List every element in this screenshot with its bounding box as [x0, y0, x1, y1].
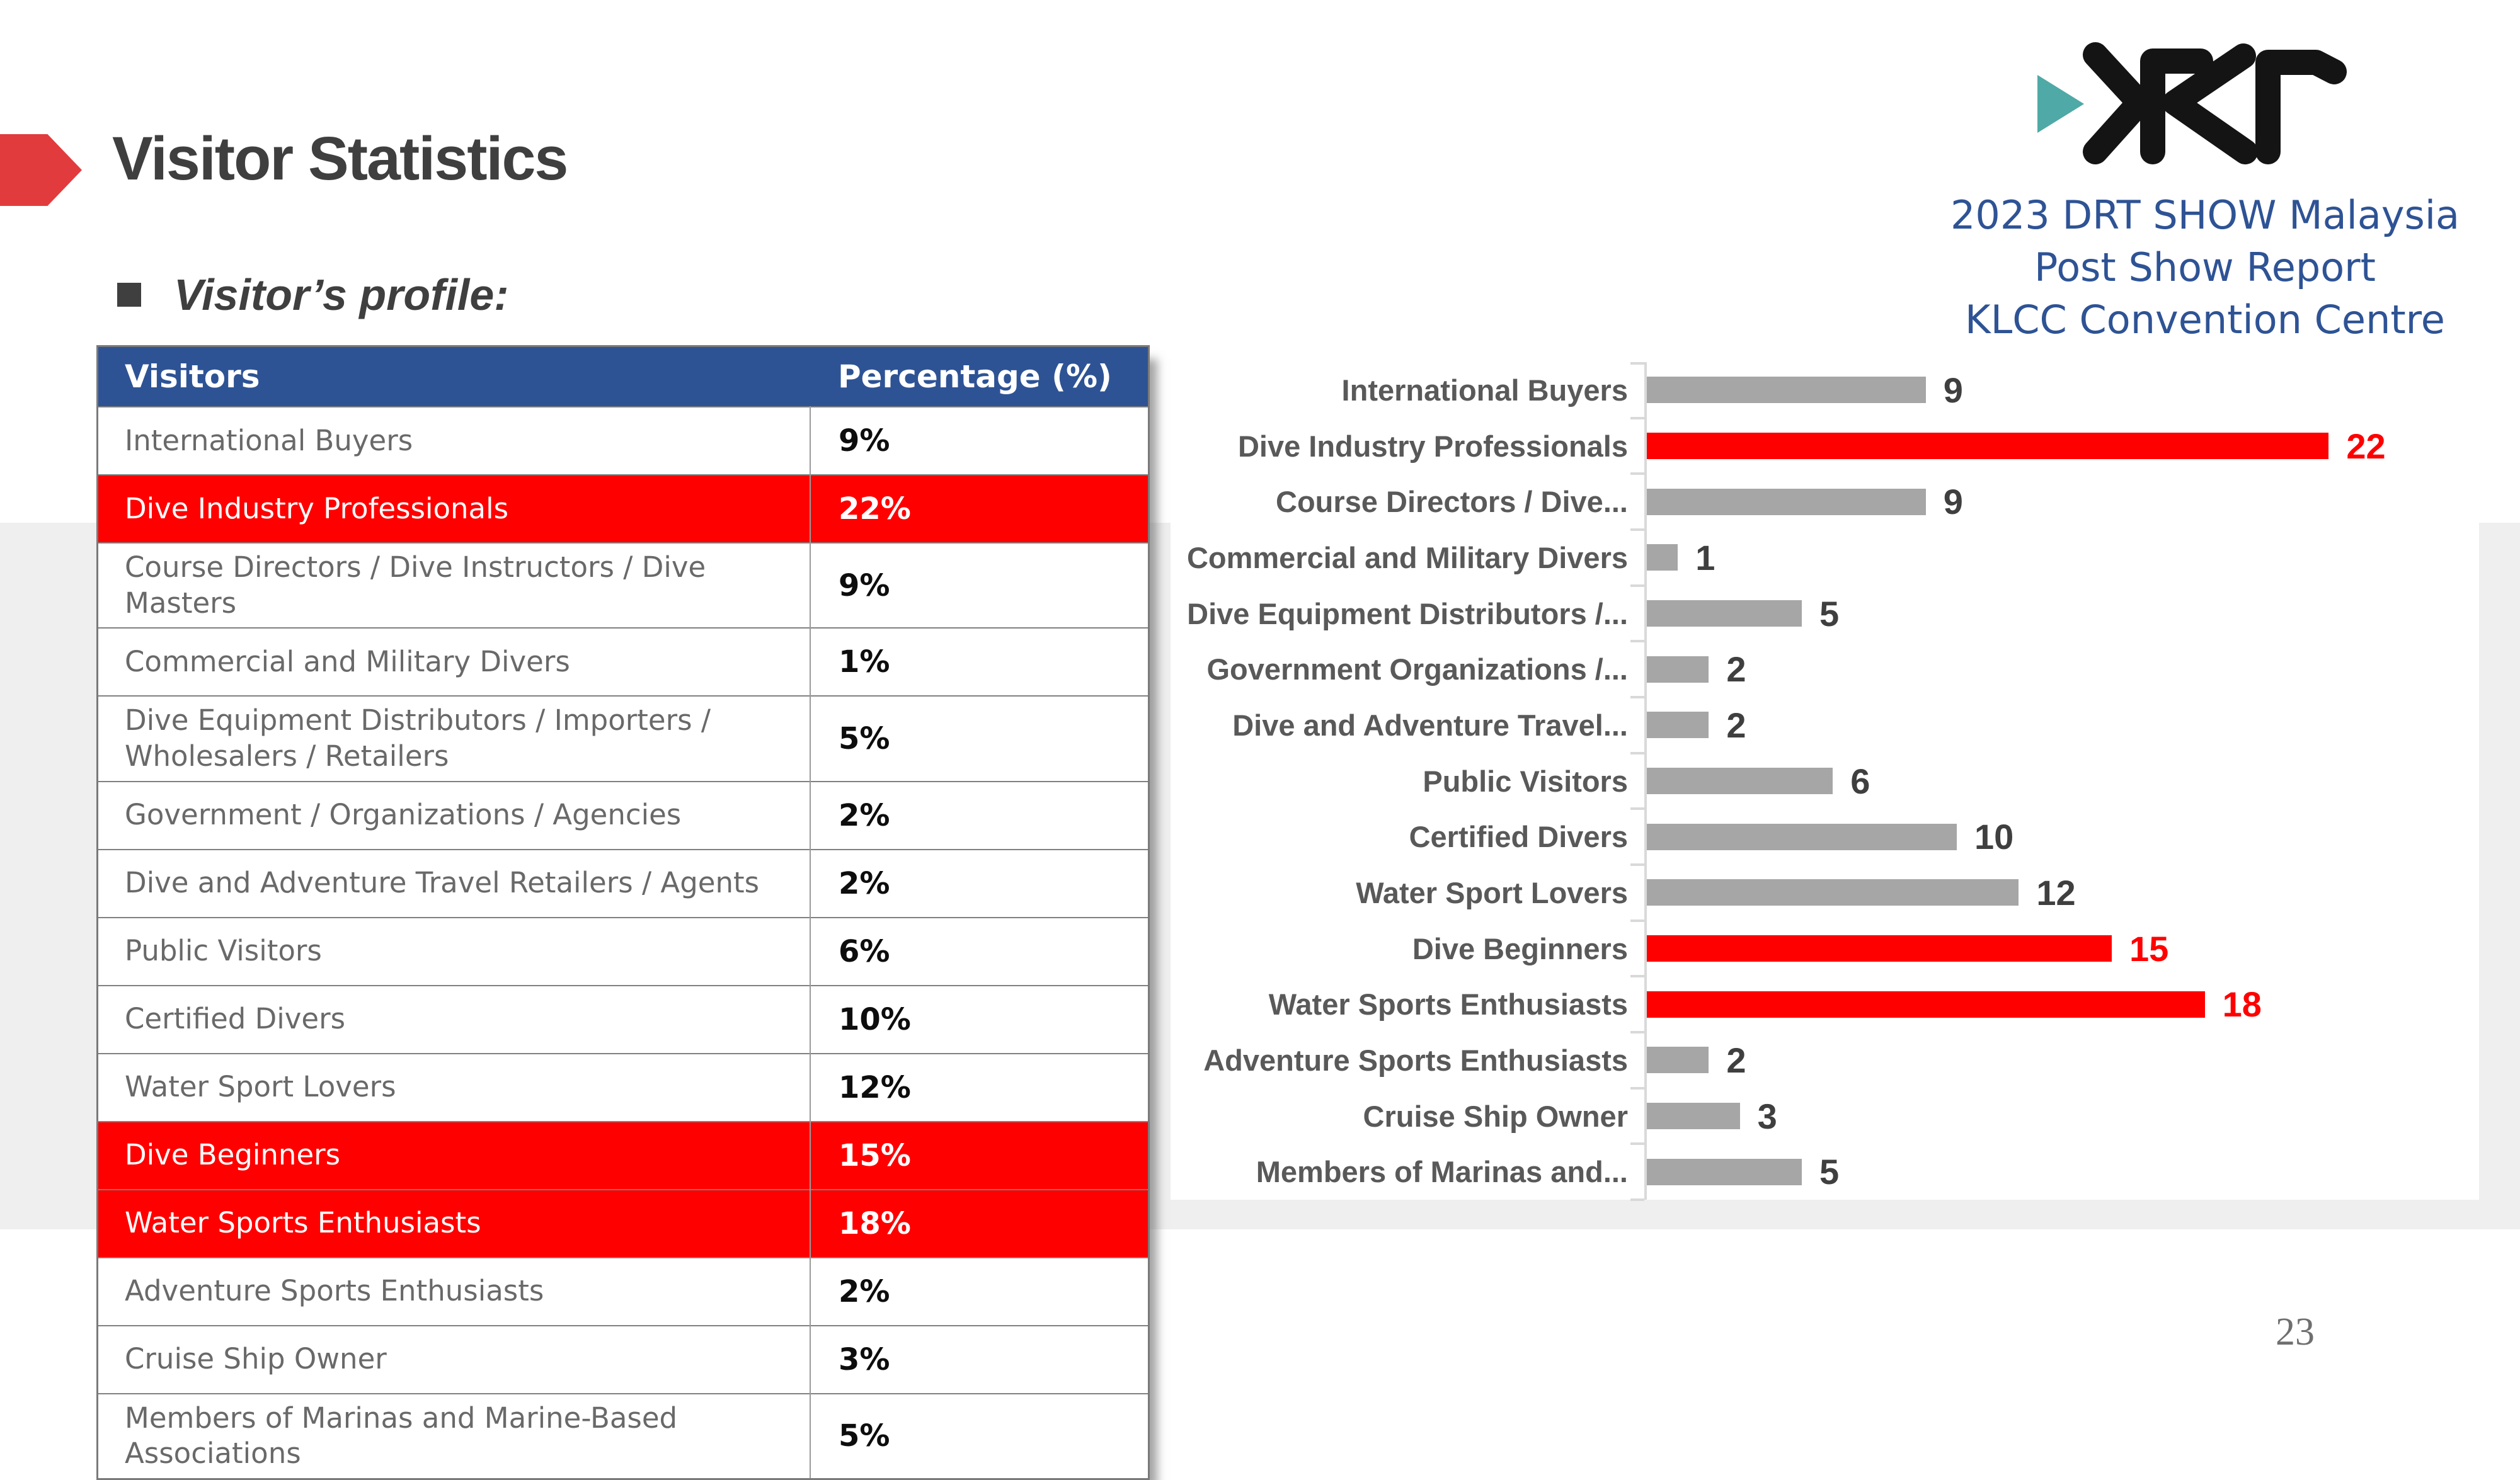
- chart-row: [1171, 474, 2479, 530]
- percentage-cell: 5%: [810, 1394, 1149, 1479]
- table-row: [98, 407, 1149, 475]
- chart-bar: [1647, 1047, 1709, 1073]
- chart-row: [1171, 976, 2479, 1032]
- table-row: [98, 628, 1149, 696]
- chart-row: [1171, 362, 2479, 418]
- percentage-cell: 22%: [810, 475, 1149, 543]
- chart-bar: [1647, 544, 1678, 571]
- percentage-cell: 2%: [810, 1258, 1149, 1326]
- percentage-cell: 6%: [810, 918, 1149, 986]
- chart-bar: [1647, 489, 1926, 515]
- chart-bar-track: [1644, 641, 2479, 697]
- logo-teal-triangle: [2037, 75, 2084, 133]
- visitor-category-cell: Dive Beginners: [125, 1138, 341, 1172]
- percentage-cell: 10%: [810, 986, 1149, 1054]
- chart-category-label: Certified Divers: [1409, 820, 1628, 854]
- percentage-cell: 3%: [810, 1326, 1149, 1394]
- chart-bar-track: [1644, 865, 2479, 921]
- chart-bar-value-label: 5: [1819, 1152, 1840, 1192]
- chart-bar: [1647, 656, 1709, 683]
- chart-bar-value-label: 2: [1726, 649, 1746, 690]
- chart-category-label: Water Sports Enthusiasts: [1268, 988, 1628, 1022]
- table-row: [98, 475, 1149, 543]
- table-row: [98, 986, 1149, 1054]
- percentage-cell: 2%: [810, 850, 1149, 918]
- chart-bar-value-label: 1: [1695, 537, 1715, 578]
- visitor-category-cell: Government / Organizations / Agencies: [125, 798, 682, 832]
- percentage-cell: 1%: [810, 628, 1149, 696]
- chart-bar-track: [1644, 809, 2479, 865]
- chart-row: [1171, 586, 2479, 642]
- chart-bar-track: [1644, 586, 2479, 642]
- visitor-profile-bar-chart: [1171, 362, 2479, 1200]
- chart-bar-track: [1644, 474, 2479, 530]
- chart-bar-track: [1644, 418, 2479, 474]
- page-title: Visitor Statistics: [112, 124, 568, 193]
- chart-bar-value-label: 5: [1819, 593, 1840, 634]
- red-arrow-marker-icon: [0, 134, 82, 206]
- chart-row: [1171, 921, 2479, 977]
- chart-bar-track: [1644, 753, 2479, 809]
- chart-row: [1171, 1144, 2479, 1200]
- chart-bar-value-label: 18: [2222, 984, 2262, 1025]
- chart-bar: [1647, 935, 2112, 962]
- chart-bar: [1647, 824, 1957, 850]
- chart-bar: [1647, 768, 1833, 794]
- chart-category-label: Government Organizations /...: [1206, 652, 1628, 686]
- chart-bar-track: [1644, 362, 2479, 418]
- event-line-3: KLCC Convention Centre: [1965, 297, 2445, 343]
- chart-bar-value-label: 22: [2346, 426, 2386, 466]
- visitor-category-cell: International Buyers: [125, 423, 413, 457]
- chart-bar: [1647, 1159, 1802, 1185]
- visitor-category-cell: Course Directors / Dive Instructors / Dive Masters: [125, 550, 706, 620]
- chart-bar-value-label: 3: [1757, 1096, 1777, 1136]
- percentage-cell: 9%: [810, 543, 1149, 628]
- chart-bar-value-label: 9: [1943, 482, 1963, 522]
- table-row: [98, 543, 1149, 628]
- chart-bar: [1647, 879, 2019, 906]
- table-row: [98, 1054, 1149, 1122]
- chart-category-label: Commercial and Military Divers: [1186, 540, 1628, 574]
- chart-bar-track: [1644, 1032, 2479, 1088]
- visitor-profile-table: [96, 345, 1150, 1480]
- chart-bar: [1647, 1103, 1740, 1129]
- table-row: [98, 850, 1149, 918]
- visitor-category-cell: Dive Industry Professionals: [125, 491, 509, 525]
- visitor-category-cell: Commercial and Military Divers: [125, 645, 570, 679]
- page-number: 23: [2276, 1311, 2315, 1353]
- visitor-category-cell: Water Sports Enthusiasts: [125, 1206, 481, 1240]
- percentage-cell: 15%: [810, 1122, 1149, 1190]
- chart-bar-value-label: 10: [1974, 817, 2014, 857]
- subtitle: Visitor’s profile:: [174, 270, 509, 319]
- chart-row: [1171, 753, 2479, 809]
- chart-bar-track: [1644, 1144, 2479, 1200]
- chart-category-label: Public Visitors: [1423, 764, 1628, 798]
- chart-bar: [1647, 712, 1709, 738]
- logo-chevron-right: [2095, 55, 2139, 152]
- chart-row: [1171, 641, 2479, 697]
- drt-show-logo-icon: [2034, 37, 2412, 176]
- chart-category-label: Dive Industry Professionals: [1237, 429, 1628, 463]
- percentage-cell: 12%: [810, 1054, 1149, 1122]
- chart-bar: [1647, 433, 2328, 459]
- chart-row: [1171, 530, 2479, 586]
- chart-bar-value-label: 2: [1726, 1040, 1746, 1080]
- event-line-1: 2023 DRT SHOW Malaysia: [1950, 192, 2460, 238]
- table-row: [98, 782, 1149, 850]
- visitors-column-header: Visitors: [98, 346, 811, 407]
- table-row: [98, 1326, 1149, 1394]
- chart-bar-value-label: 12: [2036, 872, 2076, 913]
- chart-row: [1171, 809, 2479, 865]
- chart-row: [1171, 1032, 2479, 1088]
- percentage-cell: 2%: [810, 782, 1149, 850]
- chart-row: [1171, 1088, 2479, 1144]
- chart-row: [1171, 418, 2479, 474]
- percentage-cell: 5%: [810, 696, 1149, 781]
- chart-bar-value-label: 2: [1726, 705, 1746, 745]
- square-bullet-icon: [117, 283, 141, 307]
- chart-bar-track: [1644, 697, 2479, 753]
- subtitle-row: [117, 270, 509, 320]
- table-row: [98, 696, 1149, 781]
- chart-bar: [1647, 991, 2205, 1018]
- chart-category-label: Cruise Ship Owner: [1363, 1099, 1628, 1133]
- chart-bar-track: [1644, 1088, 2479, 1144]
- chart-bar-track: [1644, 921, 2479, 977]
- visitor-category-cell: Certified Divers: [125, 1002, 346, 1036]
- percentage-cell: 18%: [810, 1190, 1149, 1258]
- chart-bar: [1647, 600, 1802, 627]
- visitor-category-cell: Members of Marinas and Marine-Based Associations: [125, 1401, 678, 1471]
- chart-category-label: Dive Beginners: [1412, 931, 1628, 965]
- event-info: [1903, 189, 2507, 346]
- chart-row: [1171, 697, 2479, 753]
- chart-bar-track: [1644, 976, 2479, 1032]
- visitor-category-cell: Public Visitors: [125, 934, 322, 968]
- chart-category-label: Members of Marinas and...: [1256, 1155, 1628, 1189]
- visitor-category-cell: Cruise Ship Owner: [125, 1342, 387, 1376]
- table-row: [98, 1190, 1149, 1258]
- table-row: [98, 1394, 1149, 1479]
- logo-gamma-end-stroke: [2268, 62, 2334, 152]
- visitor-category-cell: Dive Equipment Distributors / Importers / Wholesalers / Retailers: [125, 703, 711, 773]
- chart-category-label: International Buyers: [1341, 373, 1628, 407]
- visitor-category-cell: Dive and Adventure Travel Retailers / Agents: [125, 866, 760, 900]
- chart-category-label: Course Directors / Dive...: [1276, 485, 1628, 519]
- table-row: [98, 1122, 1149, 1190]
- table-row: [98, 1258, 1149, 1326]
- chart-category-label: Dive and Adventure Travel...: [1232, 708, 1628, 742]
- chart-row: [1171, 865, 2479, 921]
- visitor-category-cell: Adventure Sports Enthusiasts: [125, 1274, 544, 1308]
- chart-category-label: Water Sport Lovers: [1356, 875, 1628, 909]
- event-line-2: Post Show Report: [2034, 244, 2376, 290]
- chart-bar-value-label: 9: [1943, 370, 1963, 410]
- chart-bar-value-label: 6: [1850, 761, 1870, 801]
- visitor-category-cell: Water Sport Lovers: [125, 1070, 396, 1104]
- table-header-row: [98, 346, 1149, 407]
- percentage-cell: 9%: [810, 407, 1149, 475]
- chart-category-label: Dive Equipment Distributors /...: [1187, 596, 1628, 630]
- table-row: [98, 918, 1149, 986]
- chart-bar: [1647, 377, 1926, 403]
- percentage-column-header: Percentage (%): [810, 346, 1149, 407]
- chart-bar-value-label: 15: [2129, 928, 2169, 969]
- chart-bar-track: [1644, 530, 2479, 586]
- chart-category-label: Adventure Sports Enthusiasts: [1203, 1043, 1628, 1077]
